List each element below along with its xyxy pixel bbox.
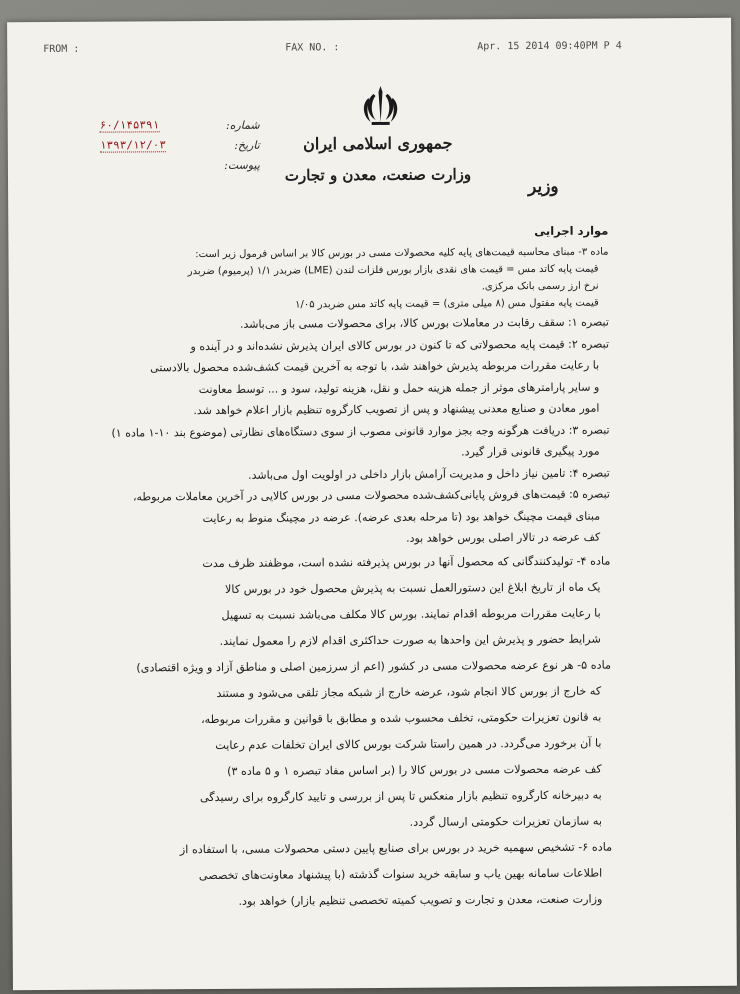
body-line: شرایط حضور و پذیرش این واحدها به صورت حداکثری اقدام لازم را معمول نمایند. bbox=[219, 632, 601, 648]
reference-number-value: ۶۰/۱۴۵۳۹۱ bbox=[99, 118, 160, 132]
body-line: مبنای قیمت مچینگ خواهد بود (تا مرحله بعدی عرضه). عرضه در مچینگ منوط به رعایت bbox=[202, 509, 601, 525]
reference-block bbox=[100, 115, 260, 176]
body-line: ماده ۴- تولیدکنندگانی که محصول آنها در بورس پذیرفته نشده است، موظفند ظرف مدت bbox=[202, 554, 611, 570]
body-line: با آن برخورد می‌گردد. در همین راستا شرکت بورس کالای ایران تخلفات عدم رعایت bbox=[215, 736, 602, 752]
reference-date-value: ۱۳۹۳/۱۲/۰۳ bbox=[99, 138, 167, 152]
body-line: نرخ ارز رسمی بانک مرکزی. bbox=[481, 280, 599, 293]
reference-number-label: شماره: bbox=[225, 118, 260, 132]
reference-number-row bbox=[100, 115, 260, 136]
body-line: به دبیرخانه کارگروه تنظیم بازار منعکس تا پس از بررسی و تایید کارگروه برای رسیدگی bbox=[199, 788, 602, 804]
reference-date-row bbox=[100, 135, 260, 156]
body-line: به قانون تعزیرات حکومتی، تخلف محسوب شده و مطابق با قوانین و مقررات مربوطه، bbox=[201, 710, 602, 726]
fax-document-page bbox=[7, 18, 737, 990]
body-line: اطلاعات سامانه بهین یاب و سابقه خرید سنوات گذشته (با پیشنهاد معاونت‌های تخصصی bbox=[198, 866, 603, 882]
body-line: کف عرضه محصولات مسی در بورس کالا را (بر اساس مفاد تبصره ۱ و ۵ ماده ۳) bbox=[227, 762, 602, 778]
minister-title: وزیر bbox=[528, 176, 559, 198]
body-line: ماده ۳- مبنای محاسبه قیمت‌های پایه کلیه محصولات مسی در بورس کالا بر اساس فرمول زیر است: bbox=[195, 246, 609, 261]
ministry-title: وزارت صنعت، معدن و تجارت bbox=[284, 165, 472, 185]
reference-attachment-label: پیوست: bbox=[224, 158, 260, 172]
body-heading: موارد اجرایی bbox=[534, 223, 609, 239]
body-line: تبصره ۲: قیمت پایه محصولاتی که تا کنون در بورس کالای ایران پذیرش نشده‌اند و در آینده و bbox=[190, 337, 610, 353]
body-line: وزارت صنعت، معدن و تجارت و تصویب کمیته تخصصی تنظیم بازار) خواهد بود. bbox=[238, 892, 603, 908]
fax-datetime: Apr. 15 2014 09:40PM P 4 bbox=[477, 40, 622, 53]
body-line: کف عرضه در تالار اصلی بورس خواهد بود. bbox=[406, 530, 601, 545]
republic-title: جمهوری اسلامی ایران bbox=[303, 133, 453, 154]
fax-number: FAX NO. : bbox=[285, 42, 340, 54]
body-line: مورد پیگیری قانونی قرار گیرد. bbox=[461, 444, 600, 459]
body-line: قیمت پایه کاتد مس = قیمت های نقدی بازار بورس فلزات لندن (LME) ضربدر ۱/۱ (پرمیوم) ضربدر bbox=[187, 263, 599, 278]
body-line: به سازمان تعزیرات حکومتی ارسال گردد. bbox=[409, 814, 602, 829]
body-line: و سایر پارامترهای موثر از جمله هزینه حمل و نقل، هزینه تولید، سود و ... توسط معاونت bbox=[198, 380, 600, 396]
body-line: امور معادن و صنایع معدنی پیشنهاد و پس از تصویب کارگروه تنظیم بازار اعلام خواهد شد. bbox=[193, 401, 600, 418]
body-line: با رعایت مقررات مربوطه پذیرش خواهند شد، با توجه به آخرین قیمت کشف‌شده محصول بالادستی bbox=[150, 358, 600, 375]
reference-attachment-row bbox=[100, 155, 260, 176]
body-line: با رعایت مقررات مربوطه اقدام نمایند. بورس کالا مکلف می‌باشد نسبت به تسهیل bbox=[221, 606, 601, 622]
body-line: که خارج از بورس کالا انجام شود، عرضه خارج از شبکه مجاز تلقی می‌شود و مستند bbox=[216, 684, 602, 700]
body-line: تبصره ۵: قیمت‌های فروش پایانی‌کشف‌شده محصولات مسی در بورس کالایی در آخرین معاملات مربوطه، bbox=[132, 487, 610, 504]
body-line: قیمت پایه مفتول مس (۸ میلی متری) = قیمت پایه کاتد مس ضربدر ۱/۰۵ bbox=[295, 297, 599, 311]
body-line: تبصره ۳: دریافت هرگونه وجه بجز موارد قانونی مصوب از سوی دستگاه‌های نظارتی (موضوع بند ۱۰-۱ ماده ۱) bbox=[111, 423, 610, 440]
iran-emblem-icon bbox=[359, 82, 401, 128]
body-line: تبصره ۱: سقف رقابت در معاملات بورس کالا، برای محصولات مسی باز می‌باشد. bbox=[239, 315, 609, 331]
reference-date-label: تاریخ: bbox=[234, 138, 260, 152]
fax-header bbox=[7, 40, 731, 58]
body-line: تبصره ۴: تامین نیاز داخل و مدیریت آرامش بازار داخلی در اولویت اول می‌باشد. bbox=[248, 466, 610, 482]
document-body bbox=[92, 224, 612, 916]
fax-from: FROM : bbox=[43, 43, 80, 55]
body-line: یک ماه از تاریخ ابلاغ این دستورالعمل نسبت به پذیرش محصول خود در بورس کالا bbox=[224, 580, 601, 596]
body-line: ماده ۵- هر نوع عرضه محصولات مسی در کشور (اعم از سرزمین اصلی و مناطق آزاد و ویژه اقتصادی) bbox=[136, 658, 612, 674]
body-line: ماده ۶- تشخیص سهمیه خرید در بورس برای صنایع پایین دستی محصولات مسی، با استفاده از bbox=[179, 840, 613, 856]
